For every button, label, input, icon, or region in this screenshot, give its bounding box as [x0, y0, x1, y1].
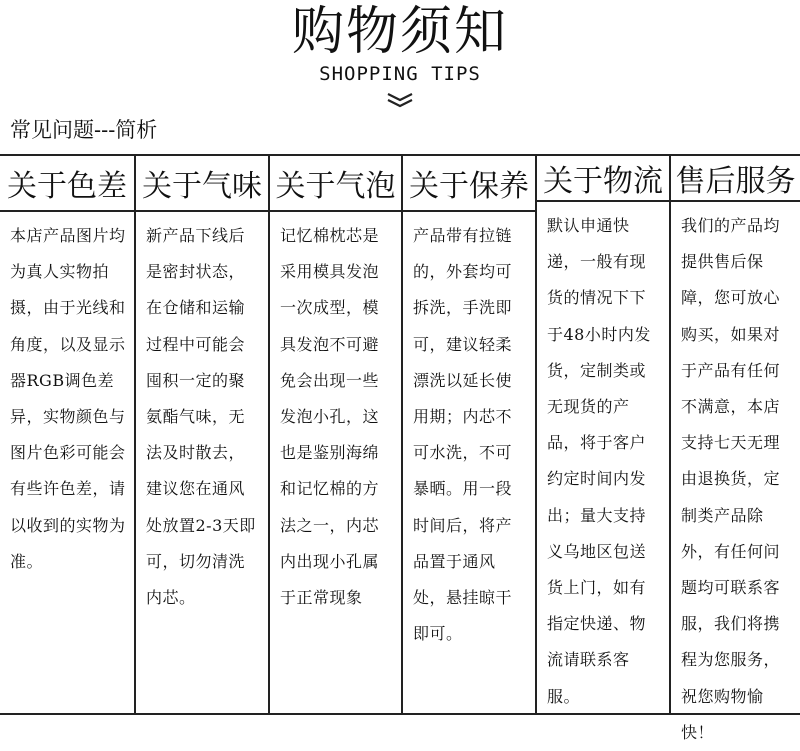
column-text: 本店产品图片均为真人实物拍摄，由于光线和角度，以及显示器RGB调色差异，实物颜色与图片色彩可能会有些许色差，请以收到的实物为准。	[10, 226, 126, 571]
column-heading: 关于保养	[403, 156, 535, 212]
column-bubbles	[268, 156, 401, 713]
tips-table	[0, 154, 800, 742]
column-text: 我们的产品均提供售后保障，您可放心购买，如果对于产品有任何不满意，本店支持七天无理由退换货，定制类产品除外，有任何问题均可联系客服，我们将携程为您服务，祝您购物愉快！	[681, 216, 781, 742]
column-text: 新产品下线后是密封状态，在仓储和运输过程中可能会囤积一定的聚氨酯气味，无法及时散去，建议您在通风处放置2-3天即可，切勿清洗内芯。	[146, 226, 256, 608]
column-text: 记忆棉枕芯是采用模具发泡一次成型，模具发泡不可避免会出现一些发泡小孔，这也是鉴别海绵和记忆棉的方法之一，内芯内出现小孔属于正常现象	[280, 226, 380, 608]
column-heading: 售后服务	[671, 156, 800, 202]
section-title: 常见问题---简析	[10, 118, 158, 142]
column-color-difference	[0, 156, 134, 713]
column-heading: 关于气味	[136, 156, 268, 212]
column-heading: 关于色差	[0, 156, 134, 212]
column-heading: 关于物流	[537, 156, 669, 202]
double-chevron-down-icon	[386, 92, 414, 108]
column-logistics	[535, 156, 669, 713]
page-subtitle: SHOPPING TIPS	[319, 63, 481, 85]
column-smell	[134, 156, 268, 713]
column-text: 默认申通快递，一般有现货的情况下下于48小时内发货，定制类或无现货的产品，将于客户约定时间内发出；量大支持义乌地区包送货上门，如有指定快递、物流请联系客服。	[547, 216, 651, 706]
column-heading: 关于气泡	[270, 156, 401, 212]
column-maintenance	[401, 156, 535, 713]
column-text: 产品带有拉链的，外套均可拆洗，手洗即可，建议轻柔漂洗以延长使用期；内芯不可水洗，不可暴晒。用一段时间后，将产品置于通风处，悬挂晾干即可。	[413, 226, 513, 644]
column-after-sales	[669, 156, 800, 742]
page-title: 购物须知	[291, 2, 508, 62]
